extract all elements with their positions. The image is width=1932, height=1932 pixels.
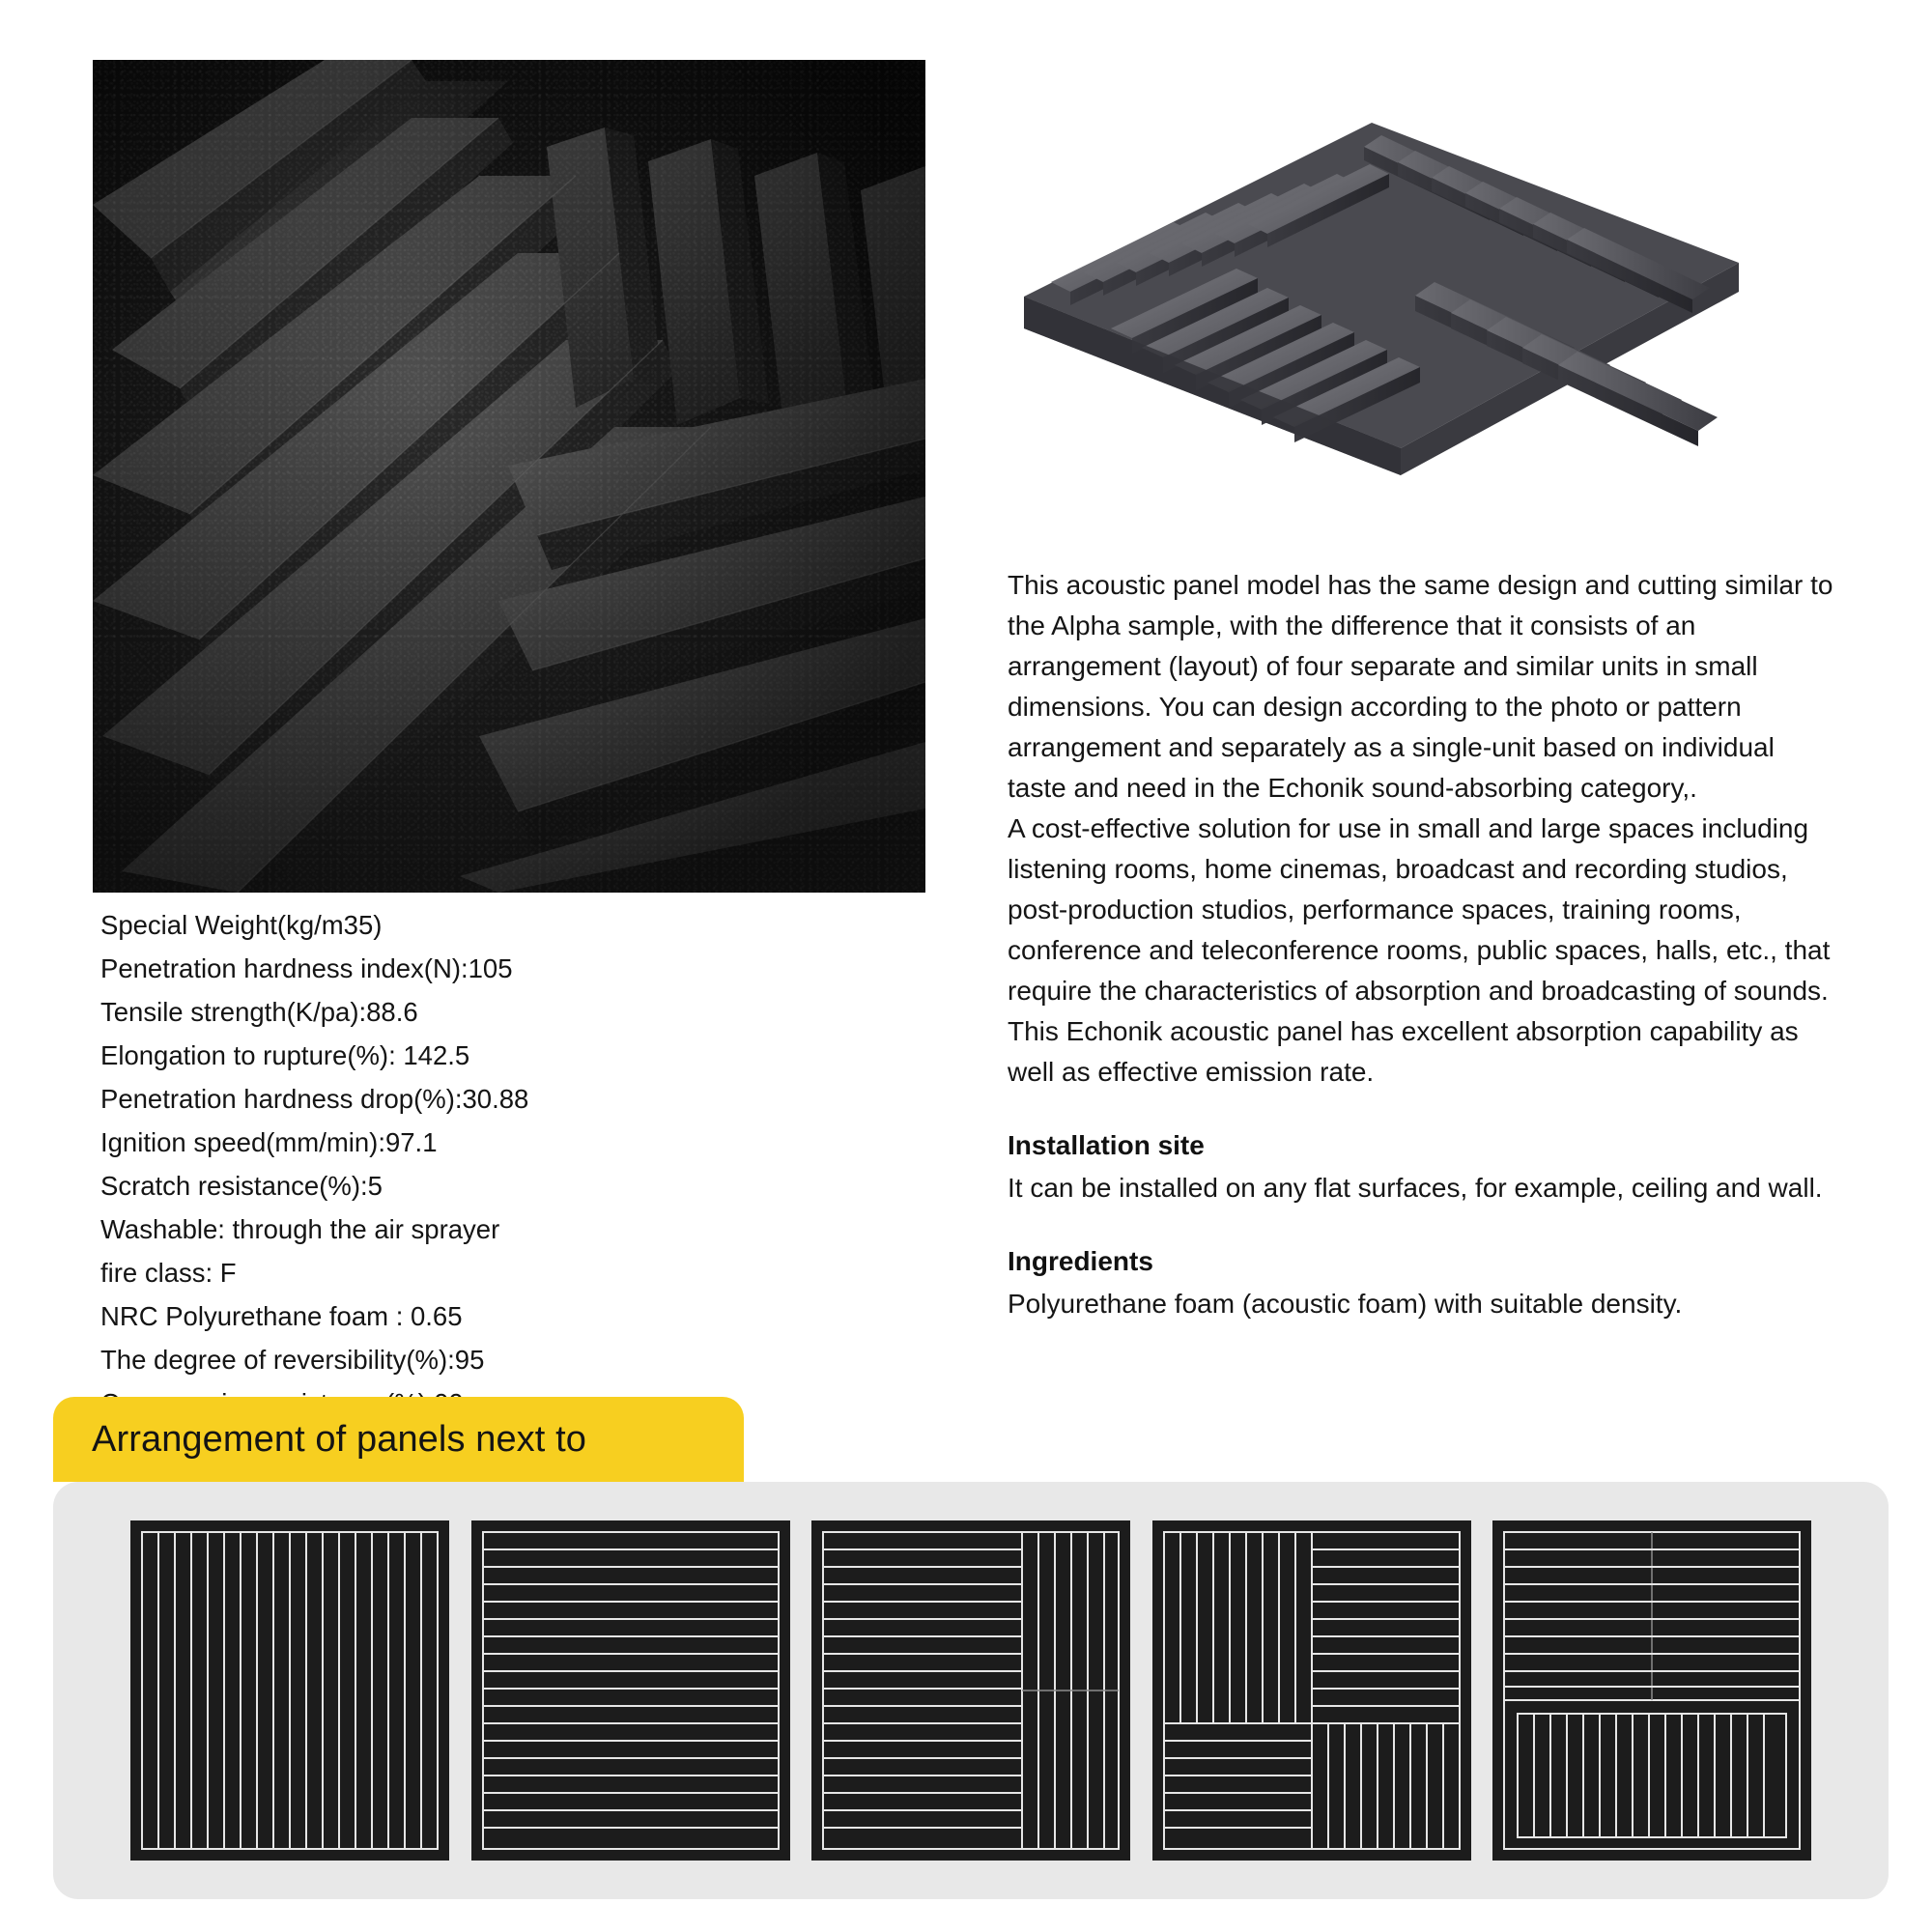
arrangement-banner-label: Arrangement of panels next to [92, 1418, 586, 1460]
spec-item: Elongation to rupture(%): 142.5 [100, 1040, 470, 1070]
spec-item: Washable: through the air sprayer [100, 1214, 500, 1244]
ingredients-text: Polyurethane foam (acoustic foam) with suitable density. [1008, 1289, 1683, 1319]
spec-item: NRC Polyurethane foam : 0.65 [100, 1301, 463, 1331]
spec-item: Special Weight(kg/m35) [100, 910, 383, 940]
spec-item: The degree of reversibility(%):95 [100, 1345, 485, 1375]
spec-item: Penetration hardness drop(%):30.88 [100, 1084, 529, 1114]
description-block [1008, 565, 1838, 1324]
spec-item: fire class: F [100, 1258, 237, 1288]
specification-list [100, 903, 893, 1425]
panel-product-illustration [995, 89, 1768, 475]
installation-heading: Installation site [1008, 1130, 1205, 1160]
spec-item: Tensile strength(K/pa):88.6 [100, 997, 418, 1027]
spec-item: Ignition speed(mm/min):97.1 [100, 1127, 438, 1157]
foam-closeup-illustration [93, 60, 925, 893]
acoustic-foam-closeup-photo [93, 60, 925, 893]
description-paragraph-2: A cost-effective solution for use in small and large spaces including listening rooms, home cinemas, broadcast and recording studios, post-production studios, performance spaces, training rooms, conference and teleconference rooms, public spaces, halls, etc., that require the characteristics of absorption and broadcasting of sounds. This Echonik acoustic panel has excellent absorption capability as well as effective emission rate. [1008, 813, 1831, 1087]
arrangement-banner [53, 1397, 744, 1482]
installation-text: It can be installed on any flat surfaces, for example, ceiling and wall. [1008, 1173, 1823, 1203]
arrangement-strip [53, 1482, 1889, 1899]
arrangement-tile-5 [1492, 1520, 1811, 1861]
spec-item: Penetration hardness index(N):105 [100, 953, 513, 983]
arrangement-tile-2 [471, 1520, 790, 1861]
description-paragraph-1: This acoustic panel model has the same design and cutting similar to the Alpha sample, with the difference that it consists of an arrangement (layout) of four separate and similar units in small dimensions. You can design according to the photo or pattern arrangement and separately as a single-unit based on individual taste and need in the Echonik sound-absorbing category,. [1008, 570, 1833, 803]
spec-item: Scratch resistance(%):5 [100, 1171, 383, 1201]
acoustic-panel-product-photo [995, 89, 1768, 475]
ingredients-heading: Ingredients [1008, 1246, 1153, 1276]
arrangement-tile-3 [811, 1520, 1130, 1861]
arrangement-tile-4 [1152, 1520, 1471, 1861]
arrangement-tile-1 [130, 1520, 449, 1861]
